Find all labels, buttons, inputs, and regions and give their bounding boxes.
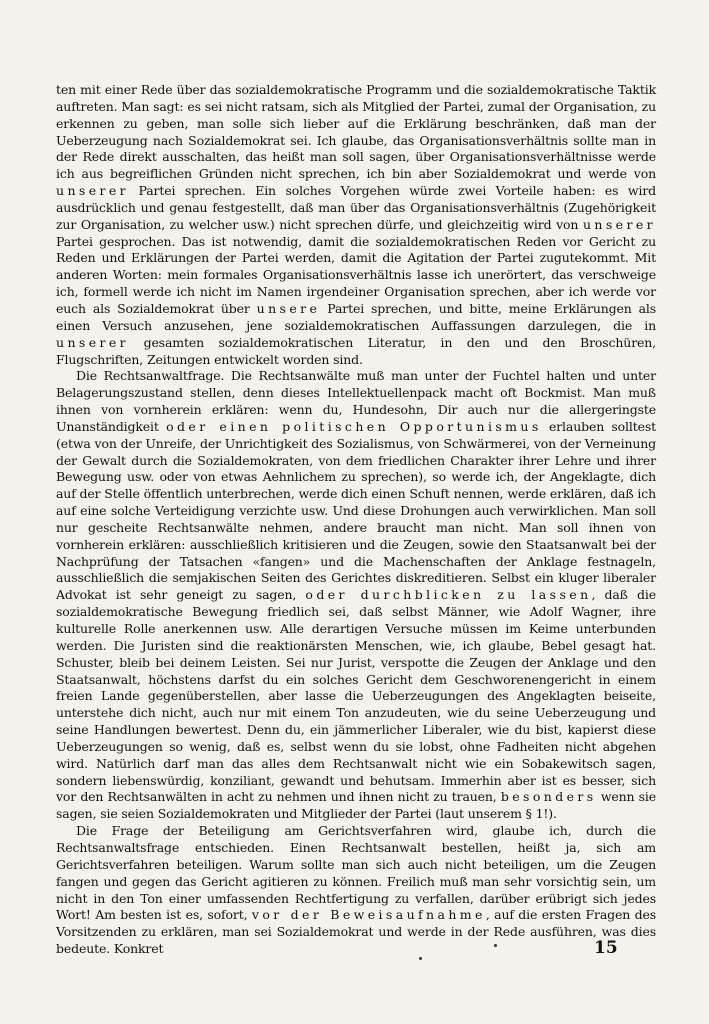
emphasis-text: vor der Beweisaufnahme (251, 907, 486, 923)
emphasis-text: unsere (256, 300, 321, 316)
text-run: , auf die ersten Fragen des Vorsitzenden zu erklären, man sei Sozialdemokrat und werde in der Rede ausführen, was dies bedeute. Konkret (56, 907, 656, 957)
text-run: erlauben solltest (etwa von der Unreife, der Unrichtigkeit des Sozialismus, von Schwärmerei, von der Verneinung der Gewalt durch die Sozialdemokraten, von dem friedlichen Charakter ihrer Lehre und ihrer Bewegung usw. oder von etwas Aehnlichem zu sprechen), so werde ich, der Angeklagte, dich auf der Stelle öffentlich unterbrechen, werde dich einen Schuft nennen, werde erklären, daß ich auf eine solche Verteidigung verzichte usw. Und diese Drohungen auch verwirklichen. Man soll nur gescheite Rechtsanwälte nehmen, andere braucht man nicht. Man soll ihnen von vornherein erklären: ausschließlich kritisieren und die Zeugen, sowie den Staatsanwalt bei der Nachprüfung der Tatsachen «fangen» und die Machenschaften der Anklage festnageln, ausschließlich die semjakischen Seiten des Gerichtes diskreditieren. Selbst ein kluger liberaler Advokat ist sehr geneigt zu sagen, (56, 418, 656, 603)
emphasis-text: oder einen politischen Opportunismus (166, 418, 542, 434)
emphasis-text: unserer (56, 183, 130, 199)
text-run: Partei sprechen, und bitte, meine Erklärungen als einen Versuch anzusehen, jene sozialdemokratischen Auffassungen darzulegen, die in (56, 300, 656, 333)
text-run: Die Frage der Beteiligung am Gerichtsverfahren wird, glaube ich, durch die Rechtsanwaltsfrage entschieden. Einen Rechtsanwalt bestellen, heißt ja, sich am Gerichtsverfahren beteiligen. Warum sollte man sich auch nicht beteiligen, um die Zeugen fangen und gegen das Gericht agitieren zu können. Freilich muß man sehr vorsichtig sein, um nicht in den Ton einer umfassenden Rechtfertigung zu verfallen, darüber erübrigt sich jedes Wort! Am besten ist es, sofort, (56, 823, 656, 923)
text-run: Die Rechtsanwaltfrage. Die Rechtsanwälte muß man unter der Fuchtel halten und unter Belagerungszustand stellen, denn dieses Intellektuellenpack macht oft Bockmist. Man muß ihnen von vornherein erklären: wenn du, Hundesohn, Dir auch nur die allergeringste Unanständigkeit (56, 368, 656, 434)
text-run: wenn sie sagen, sie seien Sozialdemokraten und Mitglieder der Partei (laut unserem § 1!). (56, 789, 656, 822)
text-run: Partei sprechen. Ein solches Vorgehen würde zwei Vorteile haben: es wird ausdrücklich und genau festgestellt, daß man über das Organisationsverhältnis (Zugehörigkeit zur Organisation, zu welcher usw.) nicht sprechen dürfe, und gleichzeitig wird von (56, 183, 656, 232)
text-run: Partei gesprochen. Das ist notwendig, damit die sozialdemokratischen Reden vor Gericht zu Reden und Erklärungen der Partei werden, damit die Agitation der Partei zugutekommt. Mit anderen Worten: mein formales Organisationsverhältnis lasse ich unerörtert, das verschweige ich, formell werde ich nicht im Namen irgendeiner Organisation sprechen, aber ich werde vor euch als Sozialdemokrat über (56, 233, 656, 316)
emphasis-text: unserer (56, 334, 130, 350)
emphasis-text: oder durchblicken zu lassen (305, 587, 592, 603)
text-run: gesamten sozialdemokratischen Literatur, in den und den Broschüren, Flugschriften, Zeitungen entwickelt worden sind. (56, 334, 656, 367)
text-run: ten mit einer Rede über das sozialdemokratische Programm und die sozialdemokratische Taktik auftreten. Man sagt: es sei nicht ratsam, sich als Mitglied der Partei, zumal der Organisation, zu erkennen zu geben, man solle sich lieber auf die Erklärung beschränken, daß man der Ueberzeugung nach Sozialdemokrat sei. Ich glaube, das Organisationsverhältnis sollte man in der Rede direkt ausschalten, das heißt man soll sagen, über Organisationsverhältnisse werde ich aus begreiflichen Gründen nicht sprechen, ich bin aber Sozialdemokrat und werde von (56, 82, 656, 182)
text-run: , daß die sozialdemokratische Bewegung friedlich sei, daß selbst Männer, wie Adolf Wagner, ihre kulturelle Rolle anerkennen usw. Alle derartigen Versuche müssen im Keime unterbunden werden. Die Juristen sind die reaktionärsten Menschen, wie, ich glaube, Bebel gesagt hat. Schuster, bleib bei deinem Leisten. Sei nur Jurist, verspotte die Zeugen der Anklage und den Staatsanwalt, höchstens darfst du ein solches Gericht dem Geschworenengericht in einem freien Lande gegenüberstellen, aber lasse die Ueberzeugungen des Angeklagten beiseite, unterstehe dich nicht, auch nur mit einem Ton anzudeuten, wie du seine Ueberzeugung und seine Handlungen bewertest. Denn du, ein jämmerlicher Liberaler, wie du bist, kapierst diese Ueberzeugungen so wenig, daß es, selbst wenn du sie lobst, ohne Fadheiten nicht abgehen wird. Natürlich darf man das alles dem Rechtsanwalt nicht wie ein Sobakewitsch sagen, sondern liebenswürdig, konziliant, gewandt und behutsam. Immerhin aber ist es besser, sich vor den Rechtsanwälten in acht zu nehmen und ihnen nicht zu trauen, (56, 587, 656, 805)
paragraph (56, 368, 656, 823)
ink-speck (494, 944, 497, 947)
emphasis-text: unserer (582, 216, 656, 232)
emphasis-text: besonders (500, 789, 597, 805)
paragraph (56, 823, 656, 958)
paragraph (56, 82, 656, 368)
ink-speck (419, 957, 422, 960)
page-number: 15 (594, 938, 618, 958)
document-page (56, 82, 656, 958)
